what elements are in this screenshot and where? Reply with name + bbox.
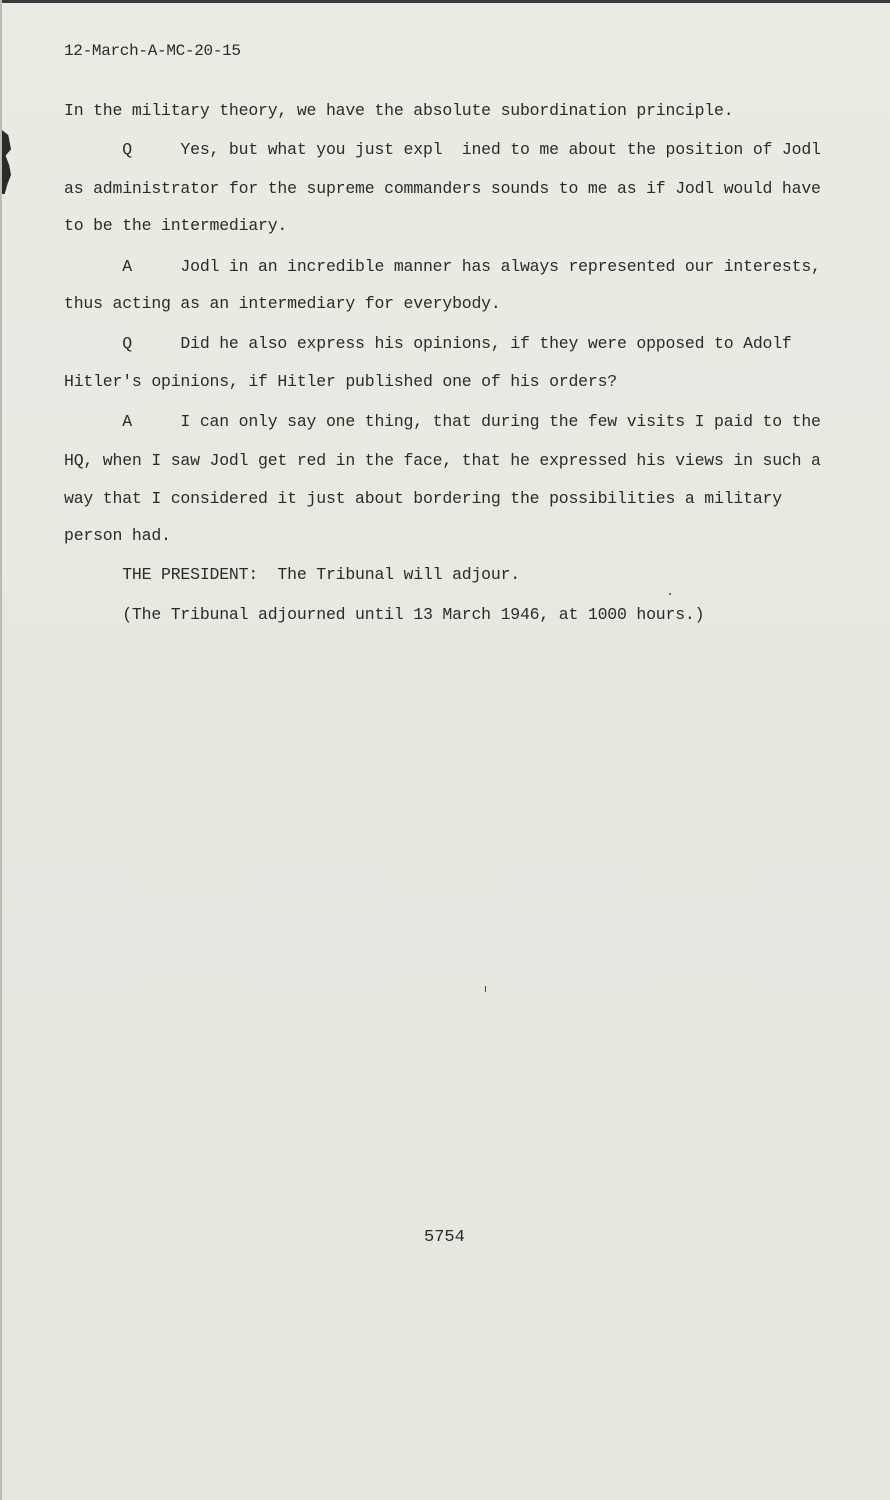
text-line: thus acting as an intermediary for everybody. [64,294,501,313]
text-line: A Jodl in an incredible manner has always represented our interests, [64,257,821,276]
text-line: Hitler's opinions, if Hitler published one of his orders? [64,372,617,391]
text-line: Q Did he also express his opinions, if they were opposed to Adolf [64,334,792,353]
text-line: THE PRESIDENT: The Tribunal will adjour. [64,565,520,584]
binder-hole-mark [2,130,11,194]
text-line: A I can only say one thing, that during the few visits I paid to the [64,412,821,431]
page-top-edge [0,0,890,3]
page-left-edge [0,0,2,1500]
text-line: to be the intermediary. [64,216,288,235]
text-line: way that I considered it just about bordering the possibilities a military [64,489,782,508]
text-line: In the military theory, we have the absolute subordination principle. [64,101,734,120]
document-reference: 12-March-A-MC-20-15 [64,42,241,60]
text-line: person had. [64,526,171,545]
stray-mark [669,593,671,595]
text-line: Q Yes, but what you just expl ined to me about the position of Jodl [64,140,821,159]
text-line: HQ, when I saw Jodl get red in the face, that he expressed his views in such a [64,451,821,470]
page-number: 5754 [424,1228,465,1247]
text-line: as administrator for the supreme commanders sounds to me as if Jodl would have [64,179,821,198]
text-line: (The Tribunal adjourned until 13 March 1946, at 1000 hours.) [64,605,705,624]
stray-mark [485,986,486,992]
